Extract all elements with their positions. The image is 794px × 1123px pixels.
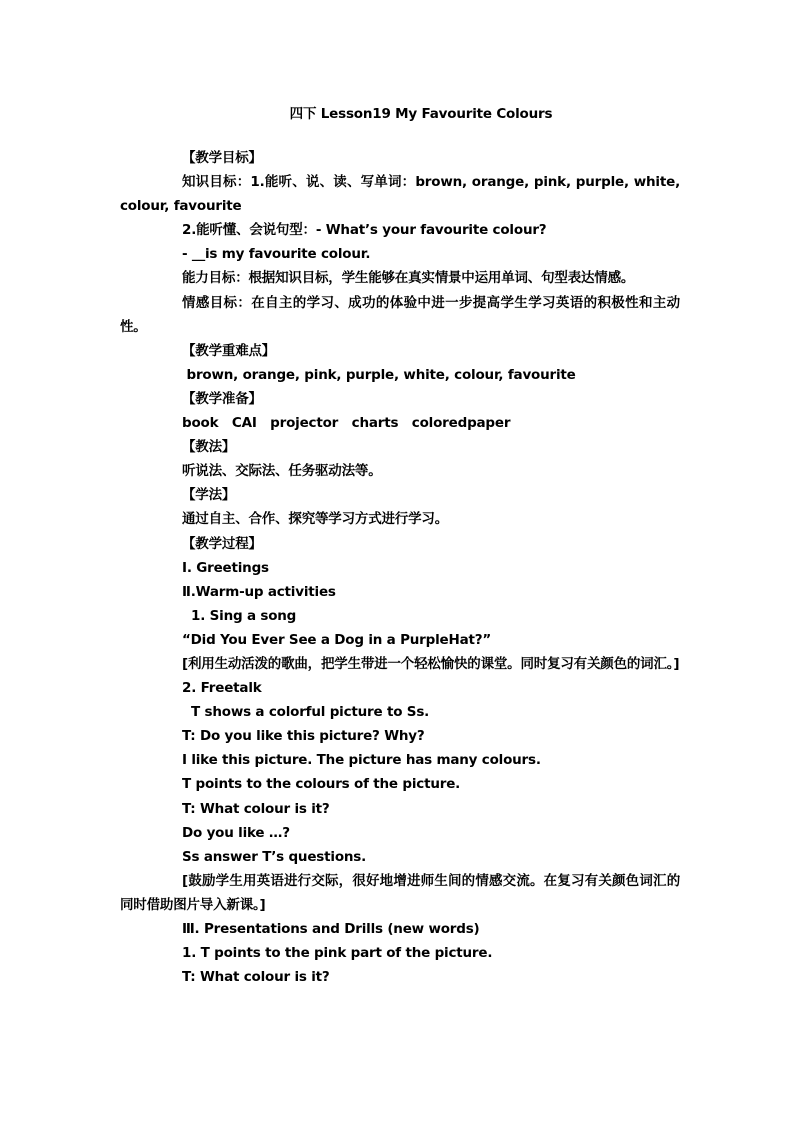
knowledge-objective: 知识目标：1.能听、说、读、写单词：brown, orange, pink, purple, white, colour, favourite: [120, 174, 680, 215]
freetalk-line-6: Do you like …?: [182, 824, 290, 841]
section-heading-objectives: 【教学目标】: [182, 150, 262, 166]
teaching-methods: 听说法、交际法、任务驱动法等。: [182, 463, 382, 480]
song-note: [利用生动活泼的歌曲，把学生带进一个轻松愉快的课堂。同时复习有关颜色的词汇。]: [182, 655, 680, 672]
freetalk-note: [鼓励学生用英语进行交际，很好地增进师生间的情感交流。在复习有关颜色词汇的同时借助图片导入新课。]: [120, 872, 680, 913]
section-heading-preparation: 【教学准备】: [182, 390, 262, 407]
freetalk-line-3: I like this picture. The picture has many colours.: [182, 752, 541, 769]
step-freetalk: 2. Freetalk: [182, 680, 262, 697]
document-body: [120, 146, 680, 989]
freetalk-line-4: T points to the colours of the picture.: [182, 776, 461, 793]
step-presentations: Ⅲ. Presentations and Drills (new words): [182, 921, 480, 937]
freetalk-line-7: Ss answer T’s questions.: [182, 848, 367, 865]
sentence-pattern-objective: 2.能听懂、会说句型：- What’s your favourite colour?: [182, 222, 547, 239]
ability-objective: 能力目标：根据知识目标，学生能够在真实情景中运用单词、句型表达情感。: [182, 270, 635, 287]
preparation-items: book CAI projector charts coloredpaper: [182, 415, 511, 432]
sentence-pattern-answer: - __is my favourite colour.: [182, 246, 371, 263]
emotion-objective: 情感目标：在自主的学习、成功的体验中进一步提高学生学习英语的积极性和主动性。: [120, 294, 680, 335]
step-sing-song: 1. Sing a song: [182, 607, 297, 624]
song-title: “Did You Ever See a Dog in a PurpleHat?”: [182, 631, 492, 648]
step-greetings: Ⅰ. Greetings: [182, 559, 269, 576]
step-warm-up: Ⅱ.Warm-up activities: [182, 583, 336, 600]
document-title: 四下 Lesson19 My Favourite Colours: [289, 106, 553, 122]
section-heading-teaching-methods: 【教法】: [182, 439, 236, 456]
presentation-line-2: T: What colour is it?: [182, 969, 330, 986]
presentation-line-1: 1. T points to the pink part of the picture.: [182, 945, 493, 962]
section-heading-process: 【教学过程】: [182, 535, 262, 552]
freetalk-line-1: T shows a colorful picture to Ss.: [182, 704, 430, 721]
learning-methods: 通过自主、合作、探究等学习方式进行学习。: [182, 511, 448, 528]
section-heading-key-points: 【教学重难点】: [182, 342, 276, 359]
section-heading-learning-methods: 【学法】: [182, 487, 236, 504]
freetalk-line-5: T: What colour is it?: [182, 800, 330, 817]
key-points-words: brown, orange, pink, purple, white, colour, favourite: [182, 366, 576, 383]
freetalk-line-2: T: Do you like this picture? Why?: [182, 728, 425, 745]
